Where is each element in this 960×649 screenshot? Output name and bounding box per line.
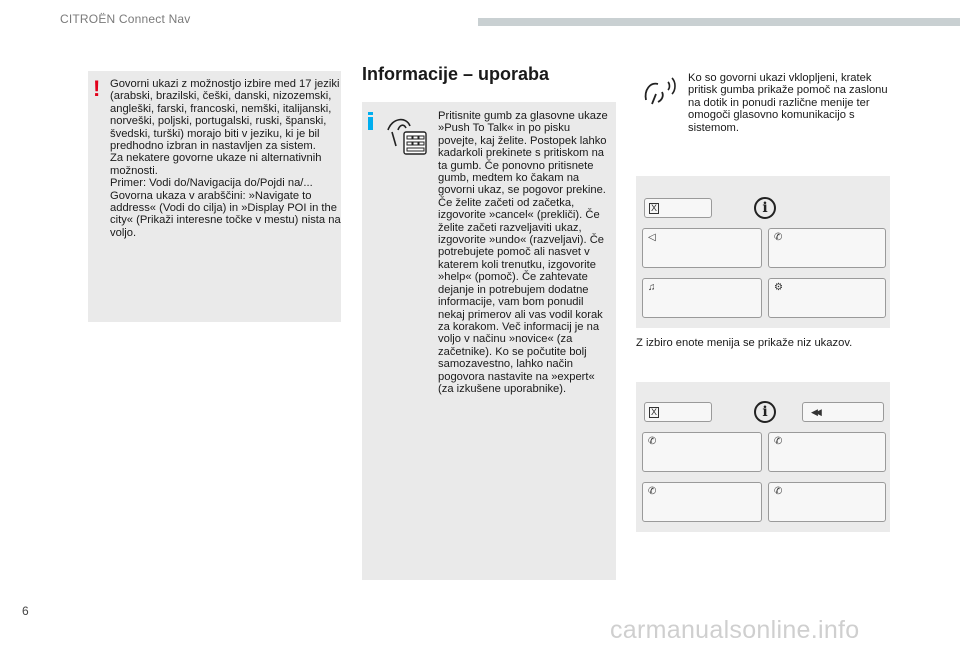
close-icon: X — [650, 407, 657, 417]
info-icon[interactable]: i — [754, 197, 776, 219]
menu-button-2[interactable] — [768, 432, 886, 472]
warning-icon: ! — [93, 76, 101, 101]
document-header-title: CITROËN Connect Nav — [60, 12, 191, 26]
music-icon: ♫ — [648, 282, 656, 293]
phone-icon: ✆ — [648, 436, 657, 447]
touchscreen-menu-2 — [636, 382, 890, 532]
phone-icon: ✆ — [774, 232, 783, 243]
menu-button-music[interactable] — [642, 278, 762, 318]
warning-text: Govorni ukazi z možnostjo izbire med 17 jeziki (arabski, brazilski, češki, danski, nizozemski, angleški, farski, francoski, nemški, italijanski, norveški, poljski, portugalski, ruski, španski, švedski, turški) morajo biti v jeziku, ki je bil predhodno izbran in nastavljen za sistem. Za nekatere govorne ukaze ni alternativnih možnosti. Primer: Vodi do/Navigacija do/Pojdi na/... Govorna ukaza v arabščini: »Navigate to address« (Vodi do cilja) in »Display POI in the city« (Prikaži interesne točke v mestu) nista na voljo. — [110, 78, 341, 239]
menu-button-4[interactable] — [768, 482, 886, 522]
back-button[interactable] — [802, 402, 884, 422]
push-to-talk-icon — [382, 112, 428, 156]
watermark: carmanualsonline.info — [610, 616, 860, 644]
close-button[interactable] — [644, 198, 712, 218]
menu-button-3[interactable] — [642, 482, 762, 522]
settings-icon: ⚙ — [774, 282, 783, 293]
touchscreen-menu-1 — [636, 176, 890, 328]
menu-button-phone[interactable] — [768, 228, 886, 268]
close-button[interactable] — [644, 402, 712, 422]
header-bar — [478, 18, 960, 26]
menu-button-1[interactable] — [642, 432, 762, 472]
phone-icon: ✆ — [648, 486, 657, 497]
page-number: 6 — [22, 604, 29, 618]
rewind-icon: ◀◀ — [811, 407, 819, 417]
info-icon[interactable]: i — [754, 401, 776, 423]
menu-button-voice[interactable] — [642, 228, 762, 268]
phone-icon: ✆ — [774, 436, 783, 447]
voice-command-icon — [642, 74, 678, 110]
voice-text: Ko so govorni ukazi vklopljeni, kratek pritisk gumba prikaže pomoč na zaslonu na dotik in ponudi različne menije ter omogoči glasovno komunikacijo s sistemom. — [688, 72, 888, 134]
info-marker-icon — [368, 112, 373, 130]
menu-button-settings[interactable] — [768, 278, 886, 318]
voice-icon: ◁ — [648, 232, 656, 243]
section-title: Informacije – uporaba — [362, 64, 550, 84]
info-text: Pritisnite gumb za glasovne ukaze »Push To Talk« in po pisku povejte, kaj želite. Postopek lahko kadarkoli prekinete s pritiskom na ta gumb. Če ponovno pritisnete gumb, medtem ko čakam na govorni ukaz, se pogovor prekine. Če želite začeti od začetka, izgovorite »cancel« (prekliči). Če želite začeti razveljaviti ukaz, izgovorite »undo« (razveljavi). Če potrebujete pomoč ali nasvet v katerem koli trenutku, izgovorite »help« (pomoč). Če zahtevate dejanje in potrebujem dodatne informacije, vam bom ponudil nekaj primerov ali vas vodil korak za korakom. Več informacij je na voljo v načinu »novice« (za začetnike). Ko se počutite bolj samozavestno, lahko način pogovora nastavite na »expert« (za izkušene uporabnike). — [438, 110, 608, 395]
phone-icon: ✆ — [774, 486, 783, 497]
caption-text: Z izbiro enote menija se prikaže niz ukazov. — [636, 337, 853, 349]
close-icon: X — [650, 203, 657, 213]
